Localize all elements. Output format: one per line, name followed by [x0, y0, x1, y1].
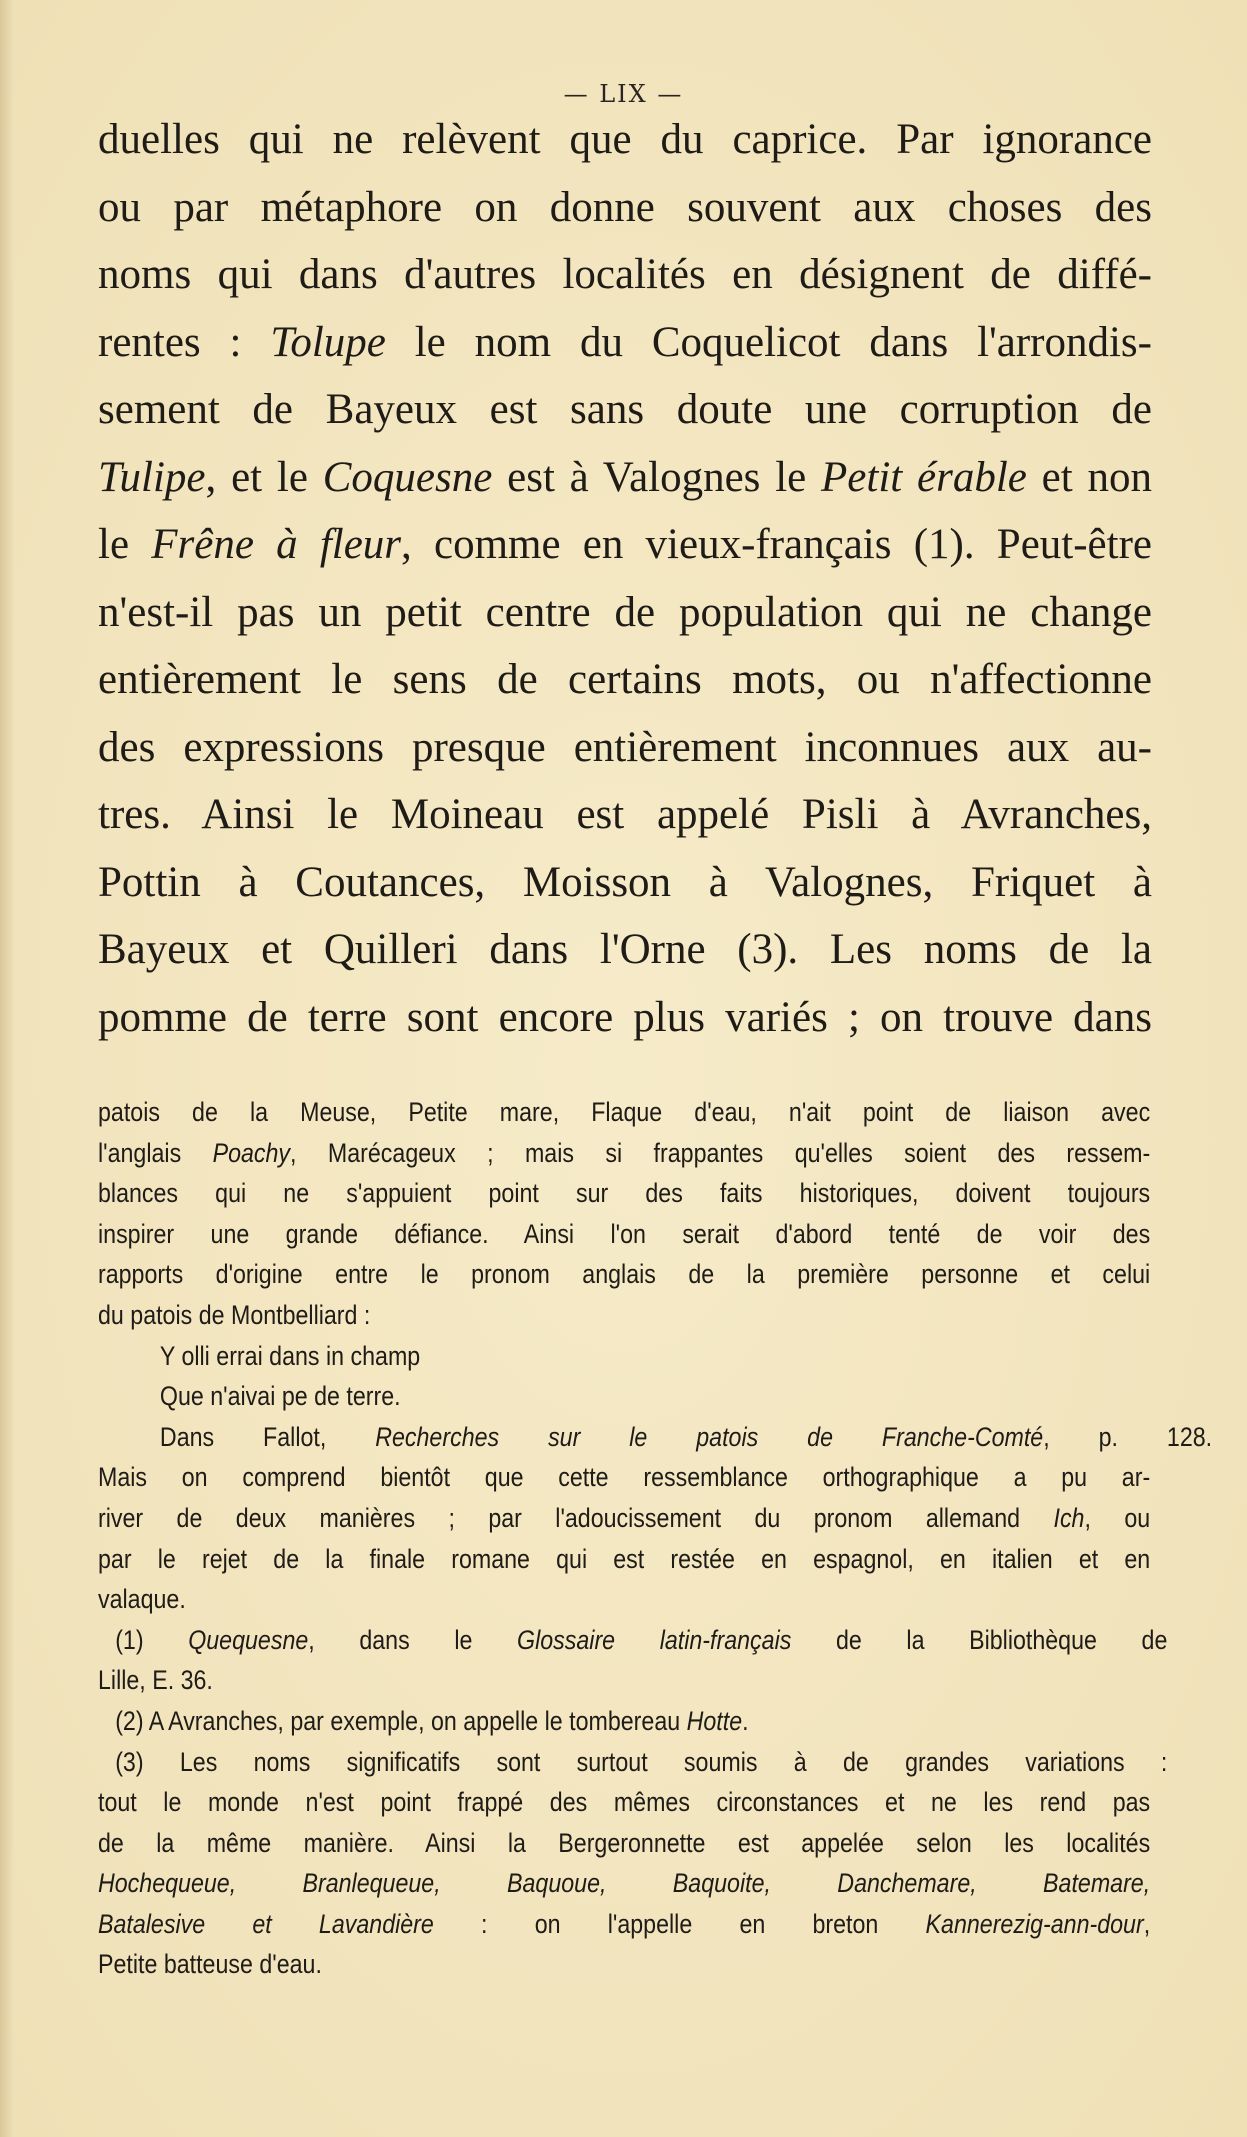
italic-term: Coquesne [322, 453, 493, 501]
text-run: Petite batteuse d'eau. [98, 1949, 322, 1980]
text-run: pomme de terre sont encore plus variés ; on trouve dans [98, 993, 1152, 1041]
text-run: du patois de Montbelliard : [98, 1299, 371, 1330]
footnote-line [98, 1904, 1150, 1945]
text-run: de la Bibliothèque de [791, 1624, 1168, 1655]
italic-term: Tulipe [98, 453, 206, 501]
text-run: de la même manière. Ainsi la Bergeronnette est appelée selon les localités [98, 1827, 1151, 1858]
italic-term: Kannerezig-ann-dour [925, 1908, 1144, 1939]
footnote-line [98, 1173, 1150, 1214]
text-run: , comme en vieux-français (1). Peut-être [401, 521, 1152, 568]
footnote-line [98, 1336, 1212, 1377]
footnote-line [98, 1133, 1150, 1174]
italic-term: Batalesive et Lavandière [98, 1908, 434, 1939]
footnote-line [98, 1376, 1212, 1417]
text-run: des expressions presque entièrement inconnues aux au- [98, 723, 1152, 771]
text-run: et non [1026, 453, 1152, 501]
main-text-body [98, 106, 1152, 1051]
text-run: (3) Les noms significatifs sont surtout soumis à de grandes variations : [115, 1746, 1168, 1777]
italic-term: Petit érable [821, 453, 1027, 501]
text-run: (1) [115, 1624, 189, 1655]
footnote-line [98, 1782, 1150, 1823]
text-run: duelles qui ne relèvent que du caprice. Par ignorance [98, 116, 1152, 163]
footnote-line [98, 1579, 1150, 1620]
main-text-line [98, 646, 1152, 714]
text-run: le nom du Coquelicot dans l'arrondis- [385, 318, 1152, 366]
footnote-line [98, 1660, 1150, 1701]
main-text-line [98, 714, 1152, 782]
text-run: le [98, 521, 152, 568]
text-run: , Marécageux ; mais si frappantes qu'elles soient des ressem- [290, 1137, 1151, 1168]
italic-term: Recherches sur le patois de Franche-Comté [375, 1421, 1044, 1452]
footnote-line [98, 1214, 1150, 1255]
italic-term: Poachy [212, 1137, 291, 1168]
text-run: entièrement le sens de certains mots, ou n'affectionne [98, 656, 1152, 703]
main-text-line [98, 511, 1152, 579]
text-run: Dans Fallot, [159, 1421, 376, 1452]
page-number-header: — LIX — [563, 80, 684, 108]
text-run: Mais on comprend bientôt que cette ressemblance orthographique a pu ar- [98, 1462, 1151, 1493]
footnote-line [98, 1539, 1150, 1580]
footnote-line [98, 1863, 1150, 1904]
italic-term: Quequesne [188, 1624, 309, 1655]
text-run: river de deux manières ; par l'adoucissement du pronom allemand [98, 1502, 1054, 1533]
text-run: est à Valognes le [492, 453, 822, 501]
italic-term: Hochequeue, Branlequeue, Baquoue, Baquoite, Danchemare, Batemare, [98, 1868, 1151, 1899]
footnote-line [98, 1701, 1167, 1742]
main-text-line [98, 781, 1152, 849]
text-run: (2) A Avranches, par exemple, on appelle le tombereau [115, 1705, 687, 1736]
text-run: blances qui ne s'appuient point sur des faits historiques, doivent toujours [98, 1178, 1151, 1209]
italic-term: Hotte [686, 1705, 743, 1736]
text-run: rentes : [98, 318, 271, 366]
italic-term: Frêne à fleur [151, 521, 402, 568]
main-text-line [98, 106, 1152, 174]
footnote-line [98, 1295, 1150, 1336]
text-run: , ou [1084, 1502, 1151, 1533]
text-run: ou par métaphore on donne souvent aux choses des [98, 183, 1152, 231]
text-run: , dans le [308, 1624, 518, 1655]
main-text-line [98, 309, 1152, 377]
text-run: : on l'appelle en breton [433, 1908, 926, 1939]
text-run: sement de Bayeux est sans doute une corruption de [98, 386, 1152, 433]
text-run: par le rejet de la finale romane qui est restée en espagnol, en italien et en [98, 1543, 1151, 1574]
footnote-line [98, 1620, 1167, 1661]
text-run: Y olli errai dans in champ [159, 1340, 421, 1371]
italic-term: Tolupe [270, 318, 386, 366]
text-run: n'est-il pas un petit centre de population qui ne change [98, 588, 1152, 636]
main-text-line [98, 376, 1152, 444]
italic-term: Ich [1053, 1502, 1085, 1533]
footnote-line [98, 1823, 1150, 1864]
text-run: rapports d'origine entre le pronom anglais de la première personne et celui [98, 1259, 1151, 1290]
main-text-line [98, 849, 1152, 917]
main-text-line [98, 916, 1152, 984]
text-run: inspirer une grande défiance. Ainsi l'on serait d'abord tenté de voir des [98, 1218, 1151, 1249]
text-run: , [1143, 1908, 1151, 1939]
page-binding-edge [0, 0, 14, 2137]
text-run: valaque. [98, 1584, 186, 1615]
footnote-line [98, 1498, 1150, 1539]
footnote-line [98, 1457, 1150, 1498]
footnote-line [98, 1417, 1212, 1458]
footnotes-section [98, 1092, 1213, 1985]
text-run: Lille, E. 36. [98, 1665, 213, 1696]
main-text-line [98, 174, 1152, 242]
main-text-line [98, 241, 1152, 309]
footnote-line [98, 1254, 1150, 1295]
text-run: noms qui dans d'autres localités en désignent de diffé- [98, 251, 1152, 298]
main-text-line [98, 984, 1152, 1052]
text-run: l'anglais [98, 1137, 213, 1168]
text-run: . [742, 1705, 749, 1736]
italic-term: Glossaire latin-français [517, 1624, 792, 1655]
text-run: tout le monde n'est point frappé des mêmes circonstances et ne les rend pas [98, 1787, 1151, 1818]
text-run: Bayeux et Quilleri dans l'Orne (3). Les noms de la [98, 926, 1152, 973]
text-run: Que n'aivai pe de terre. [159, 1381, 401, 1412]
text-run: , et le [205, 453, 323, 501]
text-run: , p. 128. [1043, 1421, 1213, 1452]
main-text-line [98, 444, 1152, 512]
main-text-line [98, 579, 1152, 647]
text-run: Pottin à Coutances, Moisson à Valognes, Friquet à [98, 858, 1152, 906]
text-run: tres. Ainsi le Moineau est appelé Pisli à Avranches, [98, 791, 1152, 838]
footnote-line [98, 1092, 1150, 1133]
text-run: patois de la Meuse, Petite mare, Flaque d'eau, n'ait point de liaison avec [98, 1097, 1151, 1127]
footnote-line [98, 1944, 1150, 1985]
footnote-line [98, 1742, 1167, 1783]
